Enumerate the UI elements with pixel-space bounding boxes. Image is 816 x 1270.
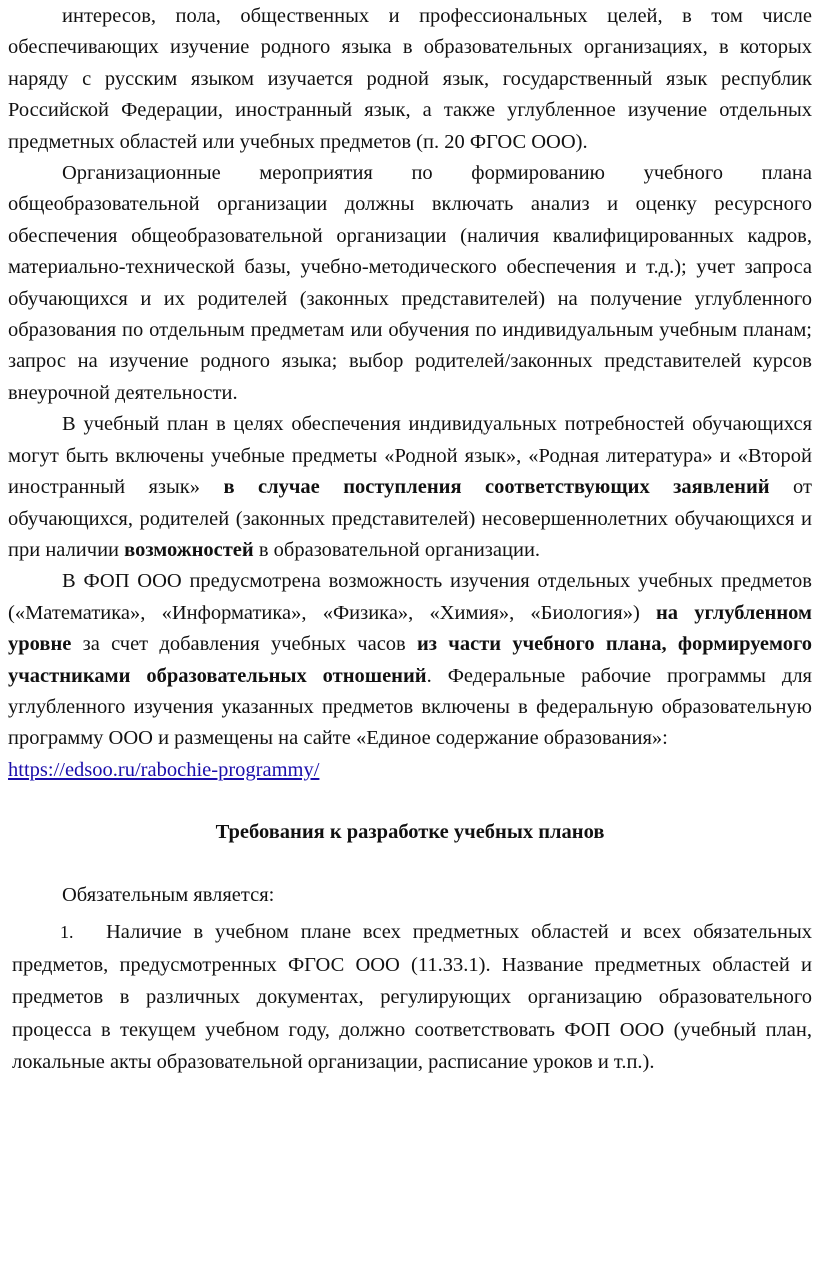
list-item-number: 1. [60,921,74,942]
text-fragment: . Федеральные рабочие программы для углубленного изучения указанных предметов включены в федеральную образовательную программу ООО и размещены на сайте «Единое содержание образования»: [8,664,812,750]
bold-fragment: из части учебного плана, формируемого участниками образовательных отношений [8,633,812,687]
bold-fragment: в случае поступления соответствующих заявлений [223,476,770,499]
text-fragment: за счет добавления учебных часов [71,633,417,656]
bold-fragment: на углубленном уровне [8,601,812,656]
section-heading: Требования к разработке учебных планов [215,821,605,844]
paragraph-organizational-measures: Организационные мероприятия по формированию учебного плана общеобразовательной организации должны включать анализ и оценку ресурсного обеспечения общеобразовательной организации (наличия квалифицированных кадров, материально-технической базы, учебно-методического обеспечения и т.д.); учет запроса обучающихся и их родителей (законных представителей) на получение углубленного образования по отдельным предметам или обучения по индивидуальным учебным планам; запрос на изучение родного языка; выбор родителей/законных представителей курсов внеурочной деятельности. [8,162,812,404]
text-fragment: от обучающихся, родителей (законных представителей) несовершеннолетних обучающихся и при наличии [8,476,812,561]
text-fragment: в образовательной организации. [253,538,541,561]
text-fragment: В учебный план в целях обеспечения индивидуальных потребностей обучающихся могут быть включены учебные предметы «Родной язык», «Родная литература» и «Второй иностранный язык» [8,413,812,499]
text-fragment: В ФОП ООО предусмотрена возможность изучения отдельных учебных предметов («Математика», «Информатика», «Физика», «Химия», «Биология») [8,570,812,624]
list-item [8,916,812,1079]
paragraph-continuation: интересов, пола, общественных и профессиональных целей, в том числе обеспечивающих изучение родного языка в образовательных организациях, в которых наряду с русским языком изучается родной язык, государственный язык республик Российской Федерации, иностранный язык, а также углубленное изучение отдельных предметных областей или учебных предметов (п. 20 ФГОС ООО). [8,5,812,153]
bold-fragment: возможностей [124,538,254,561]
paragraph-native-language-subjects [8,409,812,566]
link-line [8,755,812,786]
list-item-text: Наличие в учебном плане всех предметных областей и всех обязательных предметов, предусмотренных ФГОС ООО (11.33.1). Название предметных областей и предметов в различных документах, регулирующих организацию образовательного процесса в текущем учебном году, должно соответствовать ФОП ООО (учебный план, локальные акты образовательной организации, расписание уроков и т.п.). [12,920,812,1074]
edsoo-programs-link[interactable]: https://edsoo.ru/rabochie-programmy/ [8,758,320,781]
mandatory-label: Обязательным является: [62,883,275,906]
paragraph-advanced-study [8,566,812,754]
